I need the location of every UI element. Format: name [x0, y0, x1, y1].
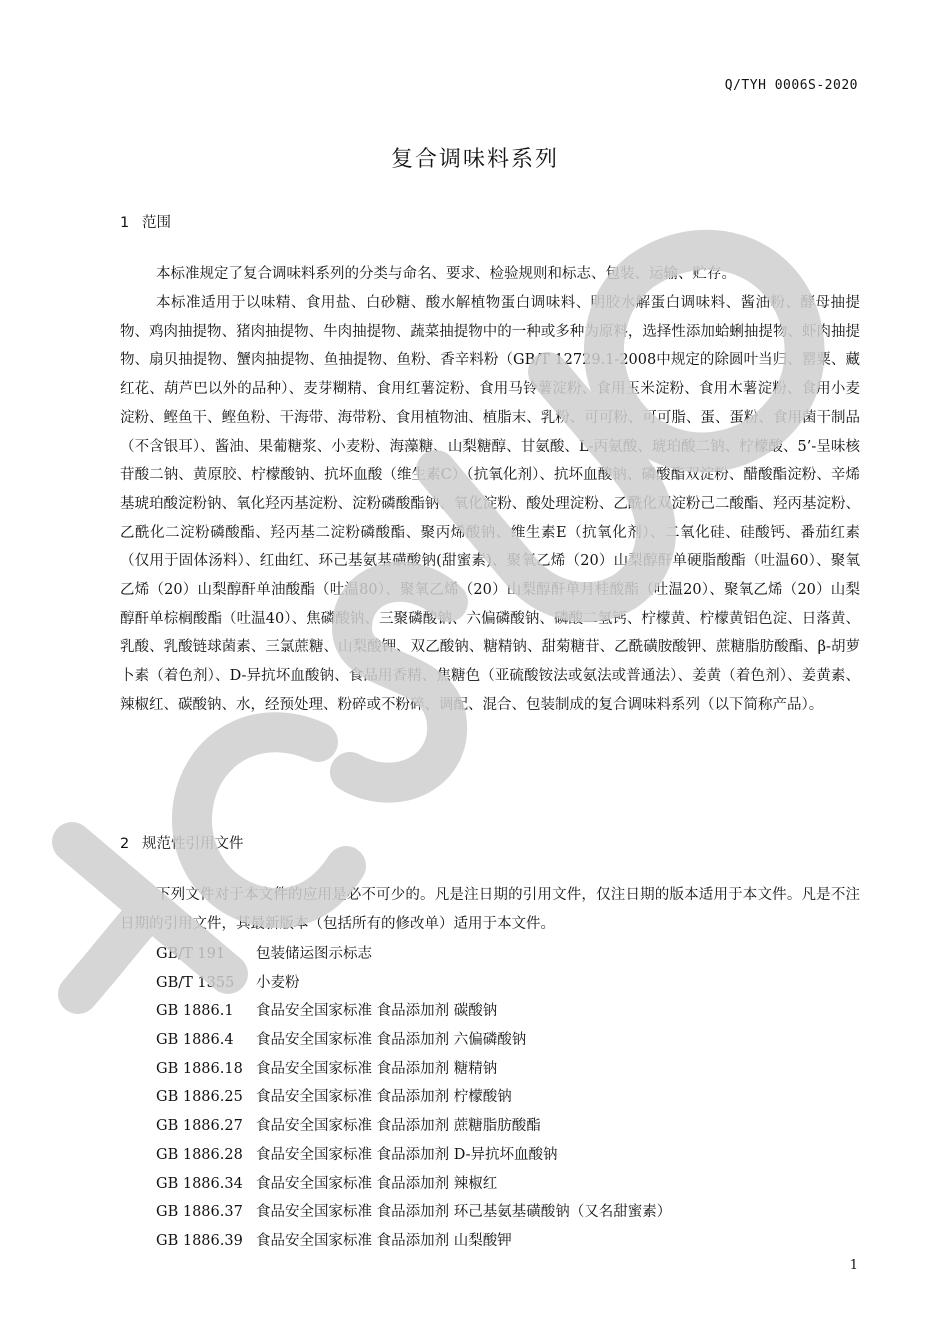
reference-title: 食品安全国家标准 食品添加剂 糖精钠	[256, 1060, 498, 1077]
document-title: 复合调味料系列	[390, 147, 559, 172]
reference-item	[156, 1112, 856, 1141]
reference-title: 食品安全国家标准 食品添加剂 碳酸钠	[256, 1003, 498, 1020]
reference-item	[156, 1055, 856, 1084]
reference-title: 食品安全国家标准 食品添加剂 辣椒红	[256, 1175, 498, 1192]
reference-code: GB 1886.39	[156, 1232, 243, 1249]
reference-code: GB/T 1355	[156, 974, 235, 991]
reference-item	[156, 1026, 856, 1055]
reference-item	[156, 1170, 856, 1199]
reference-list	[156, 940, 856, 1256]
reference-code: GB 1886.27	[156, 1118, 243, 1135]
section-1-heading	[120, 211, 171, 232]
reference-title: 小麦粉	[256, 974, 300, 991]
standard-code: Q/TYH 0006S-2020	[724, 78, 858, 93]
reference-title: 食品安全国家标准 食品添加剂 环己基氨基磺酸钠（又名甜蜜素）	[256, 1204, 672, 1221]
section-2-heading	[120, 832, 244, 853]
reference-title: 食品安全国家标准 食品添加剂 山梨酸钾	[256, 1232, 512, 1249]
reference-item	[156, 1227, 856, 1256]
section-number: 2	[120, 836, 130, 852]
reference-item	[156, 969, 856, 998]
reference-code: GB 1886.34	[156, 1175, 243, 1192]
reference-title: 食品安全国家标准 食品添加剂 柠檬酸钠	[256, 1089, 512, 1106]
section-number: 1	[120, 215, 130, 231]
reference-code: GB 1886.37	[156, 1204, 243, 1221]
reference-code: GB 1886.18	[156, 1060, 243, 1077]
reference-item	[156, 1141, 856, 1170]
reference-title: 食品安全国家标准 食品添加剂 六偏磷酸钠	[256, 1032, 527, 1049]
reference-title: 食品安全国家标准 食品添加剂 蔗糖脂肪酸酯	[256, 1118, 541, 1135]
scope-paragraph-1: 本标准规定了复合调味料系列的分类与命名、要求、检验规则和标志、包装、运输、贮存。	[156, 266, 736, 282]
reference-code: GB 1886.4	[156, 1032, 234, 1049]
section-title: 范围	[142, 215, 171, 231]
reference-code: GB 1886.1	[156, 1003, 234, 1020]
reference-code: GB/T 191	[156, 946, 226, 962]
page-number: 1	[849, 1258, 858, 1273]
section-title: 规范性引用文件	[142, 836, 244, 852]
reference-title: 食品安全国家标准 食品添加剂 D-异抗坏血酸钠	[256, 1146, 558, 1163]
references-intro-paragraph: 下列文件对于本文件的应用是必不可少的。凡是注日期的引用文件，仅注日期的版本适用于本文件。凡是不注日期的引用文件，其最新版本（包括所有的修改单）适用于本文件。	[120, 887, 860, 932]
scope-paragraph-2: 本标准适用于以味精、食用盐、白砂糖、酸水解植物蛋白调味料、明胶水解蛋白调味料、酱油粉、酵母抽提物、鸡肉抽提物、猪肉抽提物、牛肉抽提物、蔬菜抽提物中的一种或多种为原料，选择性添加蛤蜊抽提物、虾肉抽提物、扇贝抽提物、蟹肉抽提物、鱼抽提物、鱼粉、香辛料粉（GB/T 12729.1-2008中规定的除圆叶当归、罂粟、藏红花、葫芦巴以外的品种）、麦芽糊精、食用红薯淀粉、食用马铃薯淀粉、食用玉米淀粉、食用木薯淀粉、食用小麦淀粉、鲣鱼干、鲣鱼粉、干海带、海带粉、食用植物油、植脂末、乳粉、可可粉、可可脂、蛋、蛋粉、食用菌干制品（不含银耳）、酱油、果葡糖浆、小麦粉、海藻糖、山梨糖醇、甘氨酸、L-丙氨酸、琥珀酸二钠、柠檬酸、5’-呈味核苷酸二钠、黄原胶、柠檬酸钠、抗坏血酸（维生素C）（抗氧化剂）、抗坏血酸钠、磷酸酯双淀粉、醋酸酯淀粉、辛烯基琥珀酸淀粉钠、氧化羟丙基淀粉、淀粉磷酸酯钠、氧化淀粉、酸处理淀粉、乙酰化双淀粉己二酸酯、羟丙基淀粉、乙酰化二淀粉磷酸酯、羟丙基二淀粉磷酸酯、聚丙烯酸钠、维生素E（抗氧化剂）、二氧化硅、硅酸钙、番茄红素（仅用于固体汤料）、红曲红、环己基氨基磺酸钠(甜蜜素)、聚氧乙烯（20）山梨醇酐单硬脂酸酯（吐温60）、聚氧乙烯（20）山梨醇酐单油酸酯（吐温80）、聚氧乙烯（20）山梨醇酐单月桂酸酯（吐温20）、聚氧乙烯（20）山梨醇酐单棕榈酸酯（吐温40）、焦磷酸钠、三聚磷酸钠、六偏磷酸钠、磷酸二氢钙、柠檬黄、柠檬黄铝色淀、日落黄、乳酸、乳酸链球菌素、三氯蔗糖、山梨酸钾、双乙酸钠、糖精钠、甜菊糖苷、乙酰磺胺酸钾、蔗糖脂肪酸酯、β-胡萝卜素（着色剂）、D-异抗坏血酸钠、食品用香精、焦糖色（亚硫酸铵法或氨法或普通法）、姜黄（着色剂）、姜黄素、辣椒红、碳酸钠、水，经预处理、粉碎或不粉碎、调配、混合、包装制成的复合调味料系列（以下简称产品）。	[120, 295, 860, 713]
reference-code: GB 1886.28	[156, 1146, 243, 1163]
reference-title: 包装储运图示标志	[256, 946, 372, 962]
reference-code: GB 1886.25	[156, 1089, 243, 1106]
reference-item	[156, 1083, 856, 1112]
reference-item	[156, 1198, 856, 1227]
reference-item	[156, 997, 856, 1026]
reference-item	[156, 940, 856, 969]
